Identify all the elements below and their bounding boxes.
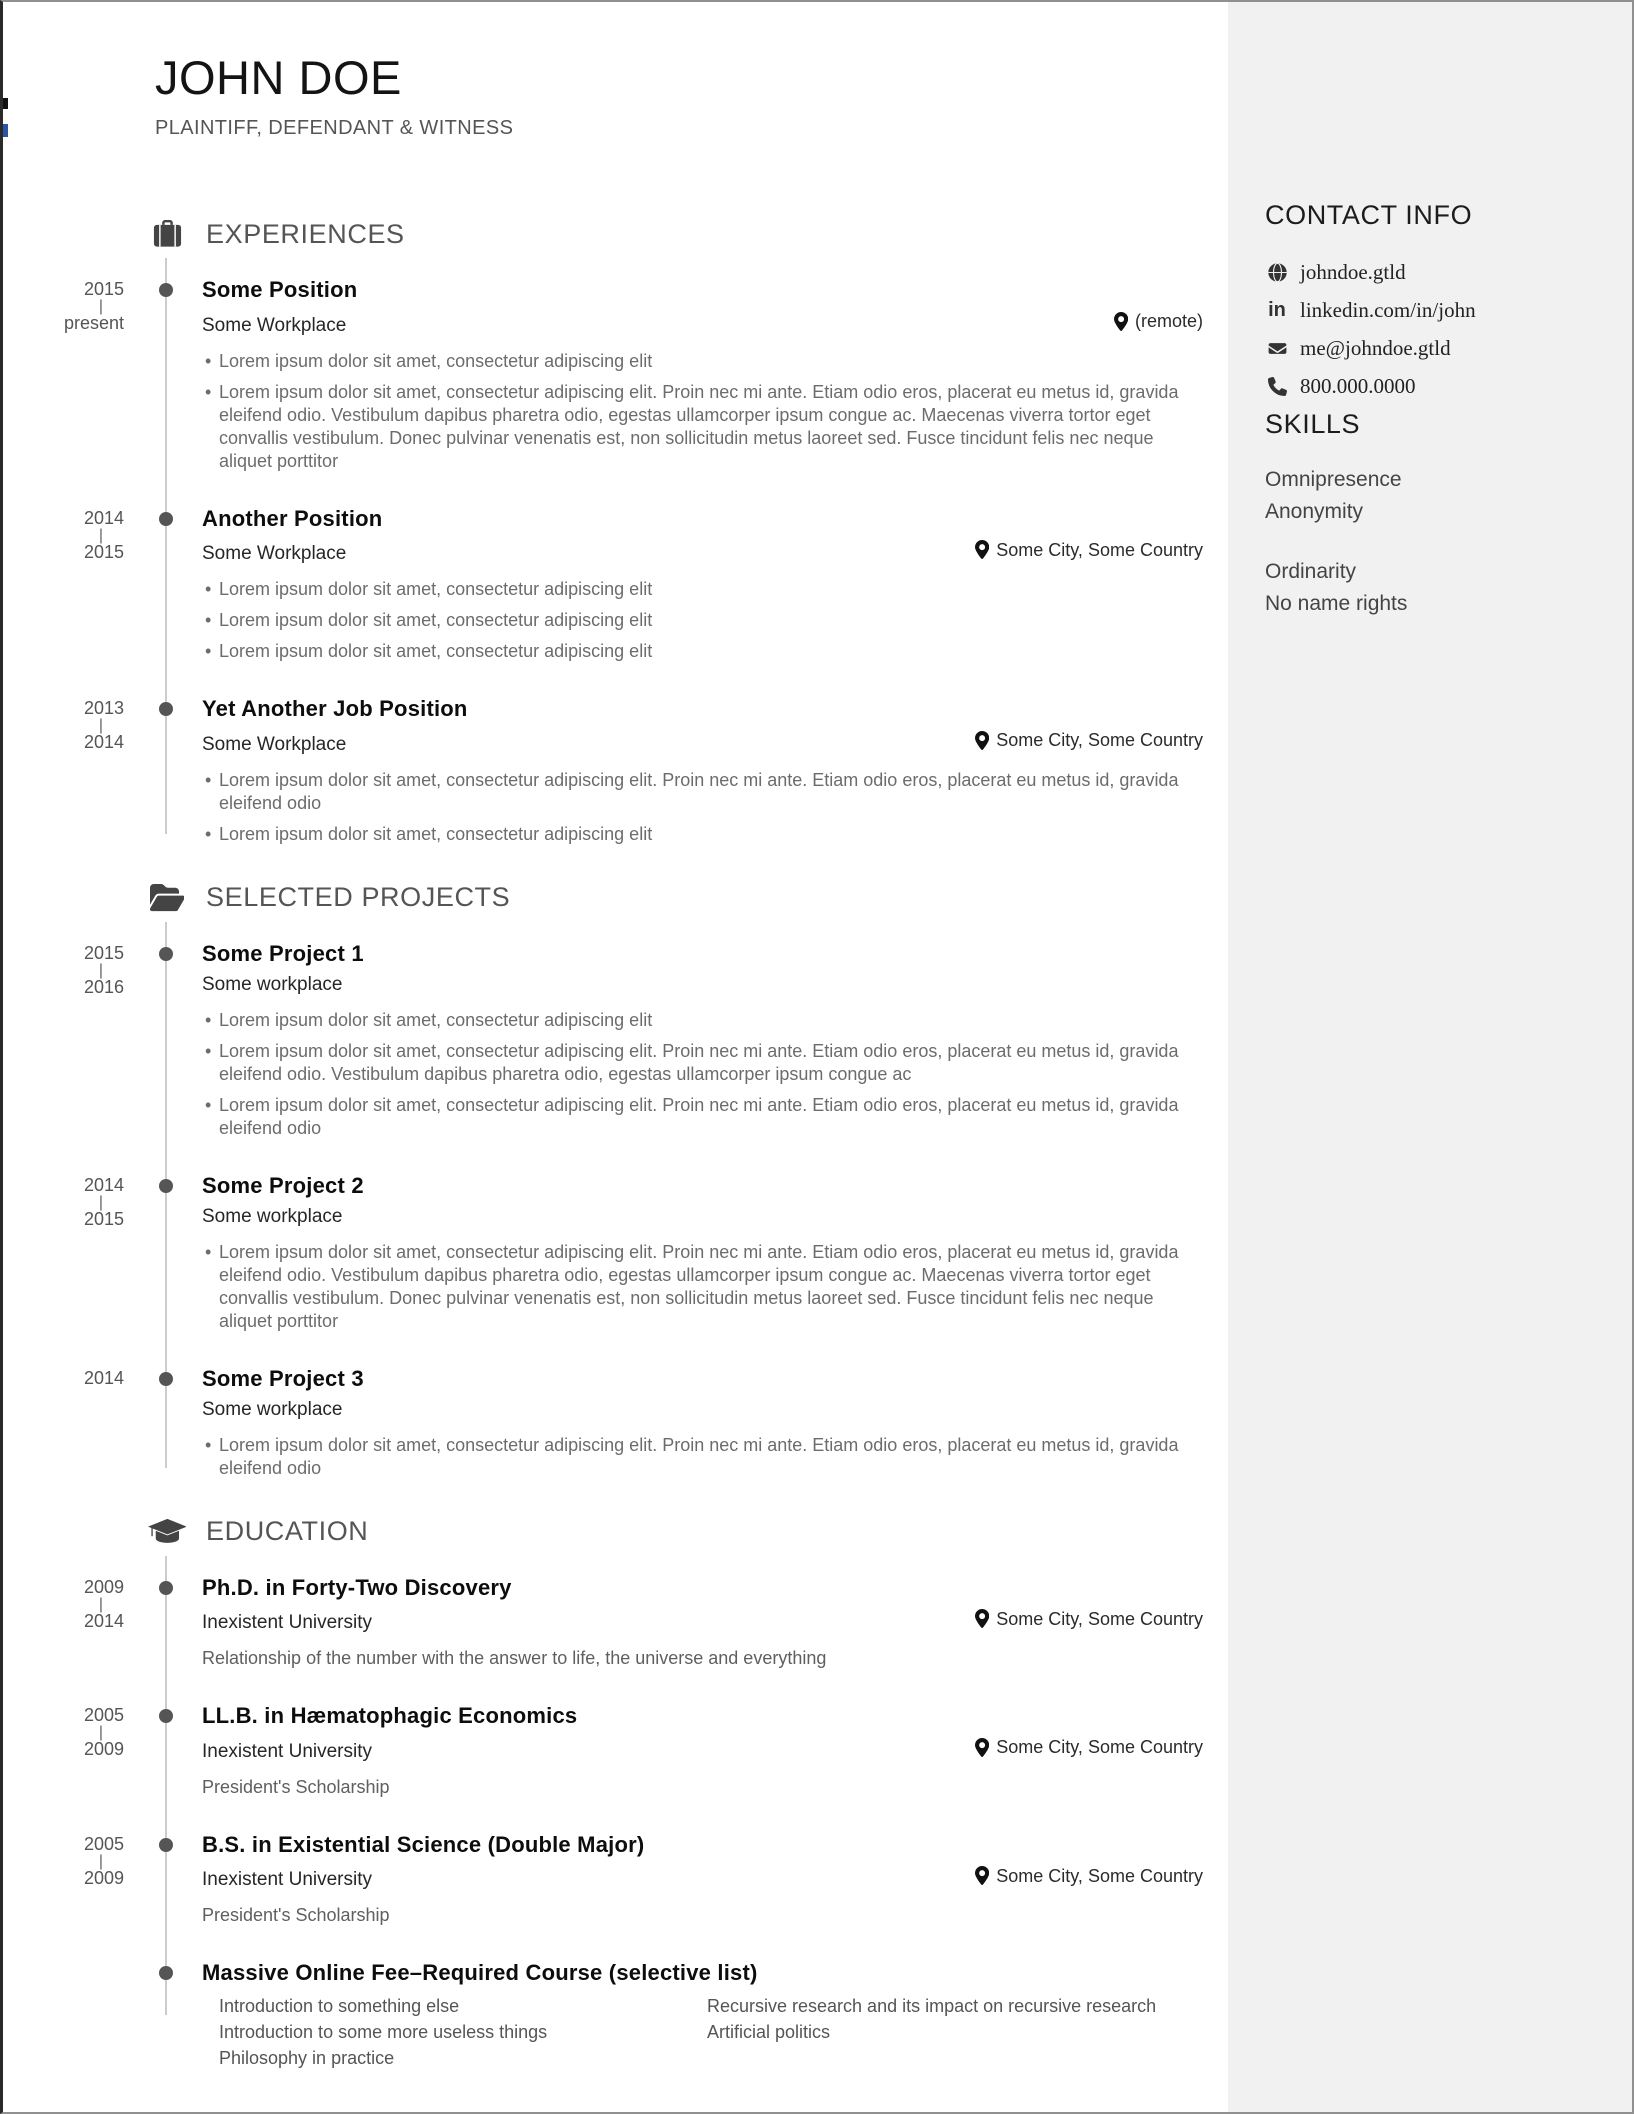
section-projects bbox=[43, 878, 1203, 1480]
bullet-item: • Lorem ipsum dolor sit amet, consectetur adipiscing elit. Proin nec mi ante. Etiam odio eros, placerat eu metus id, gravida eleifend odio. Vestibulum dapibus pharetra odio, egestas ullamcorper ipsum congue ac bbox=[219, 1040, 1203, 1086]
section-title: SELECTED PROJECTS bbox=[206, 882, 511, 912]
skills-group bbox=[1265, 556, 1596, 620]
bullet-item: • Lorem ipsum dolor sit amet, consectetur adipiscing elit. Proin nec mi ante. Etiam odio eros, placerat eu metus id, gravida eleifend odio. Vestibulum dapibus pharetra odio, egestas ullamcorper ipsum congue ac. Maecenas viverra tortor eget convallis vestibulum. Donec pulvinar venenatis est, non sollicitudin metus laoreet sed. Fusce tincidunt felis nec neque aliquet porttitor bbox=[219, 381, 1203, 473]
entry-bullets bbox=[202, 1434, 1203, 1480]
entry-bullets bbox=[202, 578, 1203, 663]
entry-title: B.S. in Existential Science (Double Major) bbox=[202, 1831, 645, 1857]
contact-list bbox=[1265, 257, 1596, 401]
entry-organization: Some Workplace bbox=[202, 543, 347, 564]
entry-title: LL.B. in Hæmatophagic Economics bbox=[202, 1703, 578, 1728]
bullet-item: • Lorem ipsum dolor sit amet, consectetur adipiscing elit bbox=[219, 578, 1203, 601]
section-title: EDUCATION bbox=[206, 1516, 369, 1546]
date-separator: | bbox=[98, 1595, 103, 1613]
section-education bbox=[43, 1512, 1203, 2074]
person-name: JOHN DOE bbox=[155, 51, 402, 104]
phone-icon bbox=[1265, 377, 1289, 396]
bullet-item: • Lorem ipsum dolor sit amet, consectetur adipiscing elit bbox=[219, 640, 1203, 663]
contact-item-email[interactable]: me@johndoe.gtld bbox=[1265, 333, 1596, 363]
section-header bbox=[43, 1512, 1203, 1552]
timeline-dot bbox=[159, 947, 173, 961]
entry-dates: 2015 | present bbox=[43, 276, 130, 473]
email-icon bbox=[1265, 339, 1289, 358]
entry-organization: Some workplace bbox=[202, 1205, 343, 1227]
timeline-dot bbox=[159, 512, 173, 526]
date-separator: | bbox=[98, 961, 103, 979]
bullet-item: • Lorem ipsum dolor sit amet, consectetur adipiscing elit. Proin nec mi ante. Etiam odio eros, placerat eu metus id, gravida eleifend odio bbox=[219, 1094, 1203, 1140]
skills-group bbox=[1265, 464, 1596, 528]
entry-note: Relationship of the number with the answer to life, the universe and everything bbox=[202, 1648, 827, 1668]
entry-organization: Some workplace bbox=[202, 1398, 343, 1420]
entry-bullets bbox=[202, 350, 1203, 473]
entry-organization: Inexistent University bbox=[202, 1612, 373, 1633]
entry-bullets bbox=[202, 769, 1203, 846]
date-separator: | bbox=[98, 526, 103, 544]
course-item: Introduction to something else bbox=[219, 1996, 460, 2016]
skill-item: Anonymity bbox=[1265, 500, 1364, 523]
entry-organization: Inexistent University bbox=[202, 1869, 373, 1890]
entry-title: Some Position bbox=[202, 277, 358, 302]
entry-location: (remote) bbox=[1114, 309, 1203, 333]
section-header bbox=[43, 878, 1203, 918]
section-experiences bbox=[43, 214, 1203, 846]
project-entry bbox=[43, 940, 1203, 1140]
entry-location: Some City, Some Country bbox=[975, 1607, 1203, 1631]
entry-bullets bbox=[202, 1009, 1203, 1140]
map-pin-icon bbox=[1114, 312, 1128, 331]
folder-open-icon bbox=[147, 882, 187, 913]
course-item: Introduction to some more useless things bbox=[219, 2022, 548, 2042]
course-item: Philosophy in practice bbox=[219, 2048, 395, 2068]
resume-header bbox=[155, 52, 513, 140]
education-entry-mooc bbox=[43, 1959, 1203, 2073]
graduation-cap-icon bbox=[147, 1516, 187, 1547]
bullet-item: • Lorem ipsum dolor sit amet, consectetur adipiscing elit. Proin nec mi ante. Etiam odio eros, placerat eu metus id, gravida eleifend odio bbox=[219, 769, 1203, 815]
date-separator: | bbox=[98, 1193, 103, 1211]
bullet-item: • Lorem ipsum dolor sit amet, consectetur adipiscing elit. Proin nec mi ante. Etiam odio eros, placerat eu metus id, gravida eleifend odio. Vestibulum dapibus pharetra odio, egestas ullamcorper ipsum congue ac. Maecenas viverra tortor eget convallis vestibulum. Donec pulvinar venenatis est, non sollicitudin metus laoreet sed. Fusce tincidunt felis nec neque aliquet porttitor bbox=[219, 1241, 1203, 1333]
map-pin-icon bbox=[975, 731, 989, 750]
contact-item-phone[interactable]: 800.000.0000 bbox=[1265, 371, 1596, 401]
entry-dates: 2014 | 2015 bbox=[43, 1172, 130, 1333]
entry-organization: Some workplace bbox=[202, 973, 343, 995]
entry-dates: 2005 | 2009 bbox=[43, 1702, 130, 1799]
map-pin-icon bbox=[975, 1866, 989, 1885]
globe-icon bbox=[1265, 263, 1289, 282]
skill-item: No name rights bbox=[1265, 592, 1408, 615]
entry-bullets bbox=[202, 1241, 1203, 1333]
map-pin-icon bbox=[975, 1738, 989, 1757]
bullet-item: • Lorem ipsum dolor sit amet, consectetur adipiscing elit bbox=[219, 609, 1203, 632]
section-header bbox=[43, 214, 1203, 254]
timeline-dot bbox=[159, 1966, 173, 1980]
timeline-dot bbox=[159, 1709, 173, 1723]
entry-organization: Some Workplace bbox=[202, 733, 347, 755]
entry-dates: 2009 | 2014 bbox=[43, 1574, 130, 1671]
skills-list bbox=[1265, 464, 1596, 620]
entry-dates: 2005 | 2009 bbox=[43, 1831, 130, 1928]
entry-title: Massive Online Fee–Required Course (selective list) bbox=[202, 1960, 758, 1985]
suitcase-icon bbox=[147, 219, 187, 250]
entry-title: Another Position bbox=[202, 505, 383, 531]
course-column bbox=[707, 1995, 1156, 2073]
entry-dates bbox=[43, 1959, 130, 2073]
entry-dates: 2013 | 2014 bbox=[43, 695, 130, 846]
education-entry bbox=[43, 1831, 1203, 1928]
entry-title: Some Project 2 bbox=[202, 1172, 364, 1198]
entry-note: President's Scholarship bbox=[202, 1776, 390, 1797]
date-separator: | bbox=[98, 1724, 103, 1741]
skill-item: Omnipresence bbox=[1265, 468, 1402, 491]
main-column bbox=[43, 214, 1203, 2105]
screen-edge-artifact-dark bbox=[3, 98, 8, 109]
entry-location: Some City, Some Country bbox=[975, 538, 1203, 562]
entry-title: Some Project 1 bbox=[202, 940, 364, 966]
education-entry bbox=[43, 1702, 1203, 1799]
entry-dates: 2014 | 2015 bbox=[43, 505, 130, 664]
entry-title: Yet Another Job Position bbox=[202, 696, 468, 721]
timeline-dot bbox=[159, 1838, 173, 1852]
map-pin-icon bbox=[975, 1609, 989, 1628]
date-separator: | bbox=[98, 1852, 103, 1870]
education-entry bbox=[43, 1574, 1203, 1671]
entry-title: Ph.D. in Forty-Two Discovery bbox=[202, 1574, 512, 1600]
course-list bbox=[202, 1995, 1203, 2073]
bullet-item: • Lorem ipsum dolor sit amet, consectetur adipiscing elit. Proin nec mi ante. Etiam odio eros, placerat eu metus id, gravida eleifend odio bbox=[219, 1434, 1203, 1480]
person-tagline: PLAINTIFF, DEFENDANT & WITNESS bbox=[155, 117, 514, 139]
experience-entry bbox=[43, 695, 1203, 846]
experience-entry bbox=[43, 505, 1203, 664]
entry-organization: Inexistent University bbox=[202, 1740, 373, 1762]
entry-dates: 2015 | 2016 bbox=[43, 940, 130, 1140]
skill-item: Ordinarity bbox=[1265, 560, 1357, 583]
sidebar bbox=[1228, 2, 1632, 2112]
bullet-item: • Lorem ipsum dolor sit amet, consectetur adipiscing elit bbox=[219, 823, 1203, 846]
contact-info-title: CONTACT INFO bbox=[1265, 200, 1473, 230]
project-entry bbox=[43, 1365, 1203, 1480]
entry-note: President's Scholarship bbox=[202, 1905, 390, 1925]
contact-item-linkedin[interactable]: in linkedin.com/in/john bbox=[1265, 295, 1596, 325]
course-column bbox=[219, 1995, 707, 2073]
experience-entry bbox=[43, 276, 1203, 473]
section-title: EXPERIENCES bbox=[206, 218, 405, 249]
timeline-dot bbox=[159, 283, 173, 297]
entry-organization: Some Workplace bbox=[202, 314, 347, 336]
entry-location: Some City, Some Country bbox=[975, 1735, 1203, 1759]
skills-title: SKILLS bbox=[1265, 409, 1361, 439]
entry-dates: 2014 bbox=[83, 1367, 124, 1388]
bullet-item: • Lorem ipsum dolor sit amet, consectetur adipiscing elit bbox=[219, 350, 1203, 373]
bullet-item: • Lorem ipsum dolor sit amet, consectetur adipiscing elit bbox=[219, 1009, 1203, 1032]
entry-location: Some City, Some Country bbox=[975, 1864, 1203, 1888]
date-separator: | bbox=[98, 717, 103, 734]
course-item: Recursive research and its impact on recursive research bbox=[707, 1996, 1157, 2016]
timeline-dot bbox=[159, 1581, 173, 1595]
map-pin-icon bbox=[975, 540, 989, 559]
screen-edge-artifact-blue bbox=[3, 124, 8, 137]
timeline-dot bbox=[159, 1372, 173, 1386]
entry-title: Some Project 3 bbox=[202, 1365, 364, 1391]
timeline-dot bbox=[159, 702, 173, 716]
timeline-dot bbox=[159, 1179, 173, 1193]
entry-location: Some City, Some Country bbox=[975, 728, 1203, 752]
linkedin-icon: in bbox=[1268, 298, 1286, 321]
project-entry bbox=[43, 1172, 1203, 1333]
date-separator: | bbox=[98, 298, 103, 315]
contact-item-website[interactable]: johndoe.gtld bbox=[1265, 257, 1596, 287]
course-item: Artificial politics bbox=[707, 2022, 831, 2042]
